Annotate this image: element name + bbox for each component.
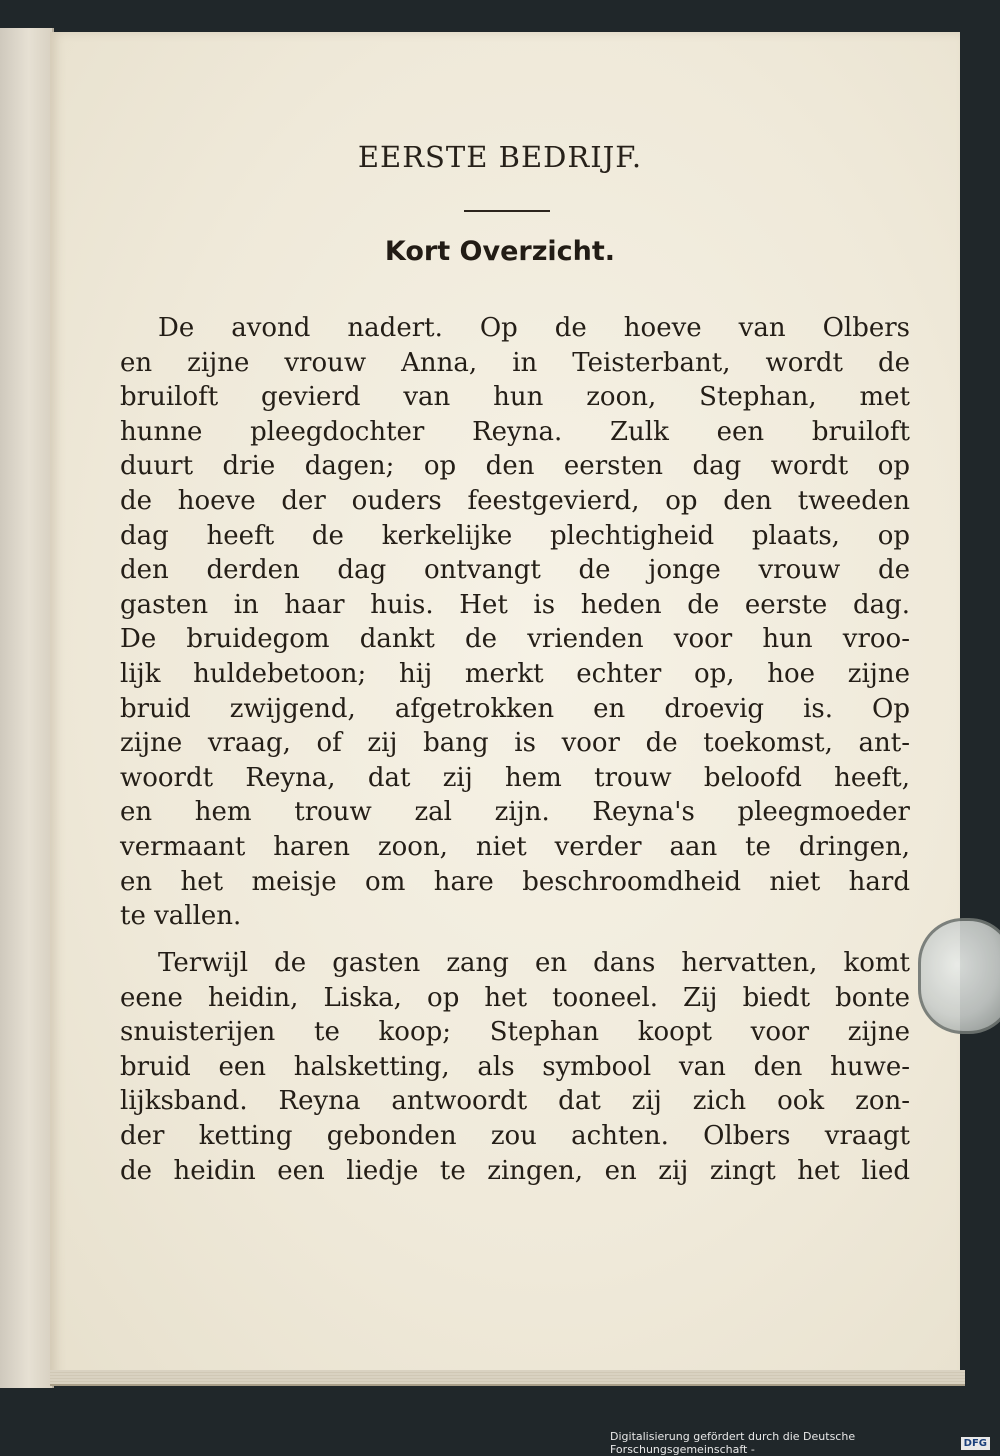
text-line: de heidin een liedje te zingen, en zij zingt het lied <box>120 1155 910 1186</box>
digitization-footer <box>610 1430 990 1456</box>
text-line: woordt Reyna, dat zij hem trouw beloofd heeft, <box>120 762 910 793</box>
text-line: eene heidin, Liska, op het tooneel. Zij biedt bonte <box>120 982 910 1013</box>
text-line: dag heeft de kerkelijke plechtigheid plaats, op <box>120 520 910 551</box>
footer-text: Digitalisierung gefördert durch die Deutsche Forschungsgemeinschaft - <box>610 1430 856 1456</box>
text-line: vermaant haren zoon, niet verder aan te dringen, <box>120 831 910 862</box>
text-line: duurt drie dagen; op den eersten dag wordt op <box>120 451 910 482</box>
book-spine <box>0 28 54 1388</box>
paragraph-2 <box>120 946 910 1188</box>
text-line: bruid zwijgend, afgetrokken en droevig is. Op <box>120 693 910 724</box>
text-line: Terwijl de gasten zang en dans hervatten, komt <box>158 948 910 978</box>
text-line: zijne vraag, of zij bang is voor de toekomst, ant- <box>120 728 910 759</box>
text-line: gasten in haar huis. Het is heden de eerste dag. <box>120 589 910 620</box>
section-subheading: Kort Overzicht. <box>384 236 616 267</box>
paragraph-1 <box>120 311 910 934</box>
text-line: en hem trouw zal zijn. Reyna's pleegmoeder <box>120 797 910 828</box>
text-line: te vallen. <box>120 901 242 932</box>
text-line: lijk huldebetoon; hij merkt echter op, hoe zijne <box>120 658 910 689</box>
page-clip <box>918 918 1000 1034</box>
text-line: bruiloft gevierd van hun zoon, Stephan, met <box>120 382 910 413</box>
text-line: hunne pleegdochter Reyna. Zulk een bruiloft <box>120 416 910 447</box>
text-line: snuisterijen te koop; Stephan koopt voor zijne <box>120 1017 910 1048</box>
text-line: en zijne vrouw Anna, in Teisterbant, wordt de <box>120 347 910 378</box>
page-edges <box>50 1370 965 1386</box>
text-line: der ketting gebonden zou achten. Olbers vraagt <box>120 1120 910 1151</box>
text-line: de hoeve der ouders feestgevierd, op den tweeden <box>120 485 910 516</box>
chapter-heading: EERSTE BEDRIJF. <box>357 140 643 174</box>
dfg-logo: DFG <box>961 1437 990 1450</box>
text-line: De bruidegom dankt de vrienden voor hun vroo- <box>120 624 910 655</box>
text-line: bruid een halsketting, als symbool van den huwe- <box>120 1051 910 1082</box>
text-line: De avond nadert. Op de hoeve van Olbers <box>158 313 910 343</box>
text-line: en het meisje om hare beschroomdheid niet hard <box>120 866 910 897</box>
text-line: lijksband. Reyna antwoordt dat zij zich ook zon- <box>120 1086 910 1117</box>
heading-rule <box>464 210 550 212</box>
text-line: den derden dag ontvangt de jonge vrouw de <box>120 555 910 586</box>
